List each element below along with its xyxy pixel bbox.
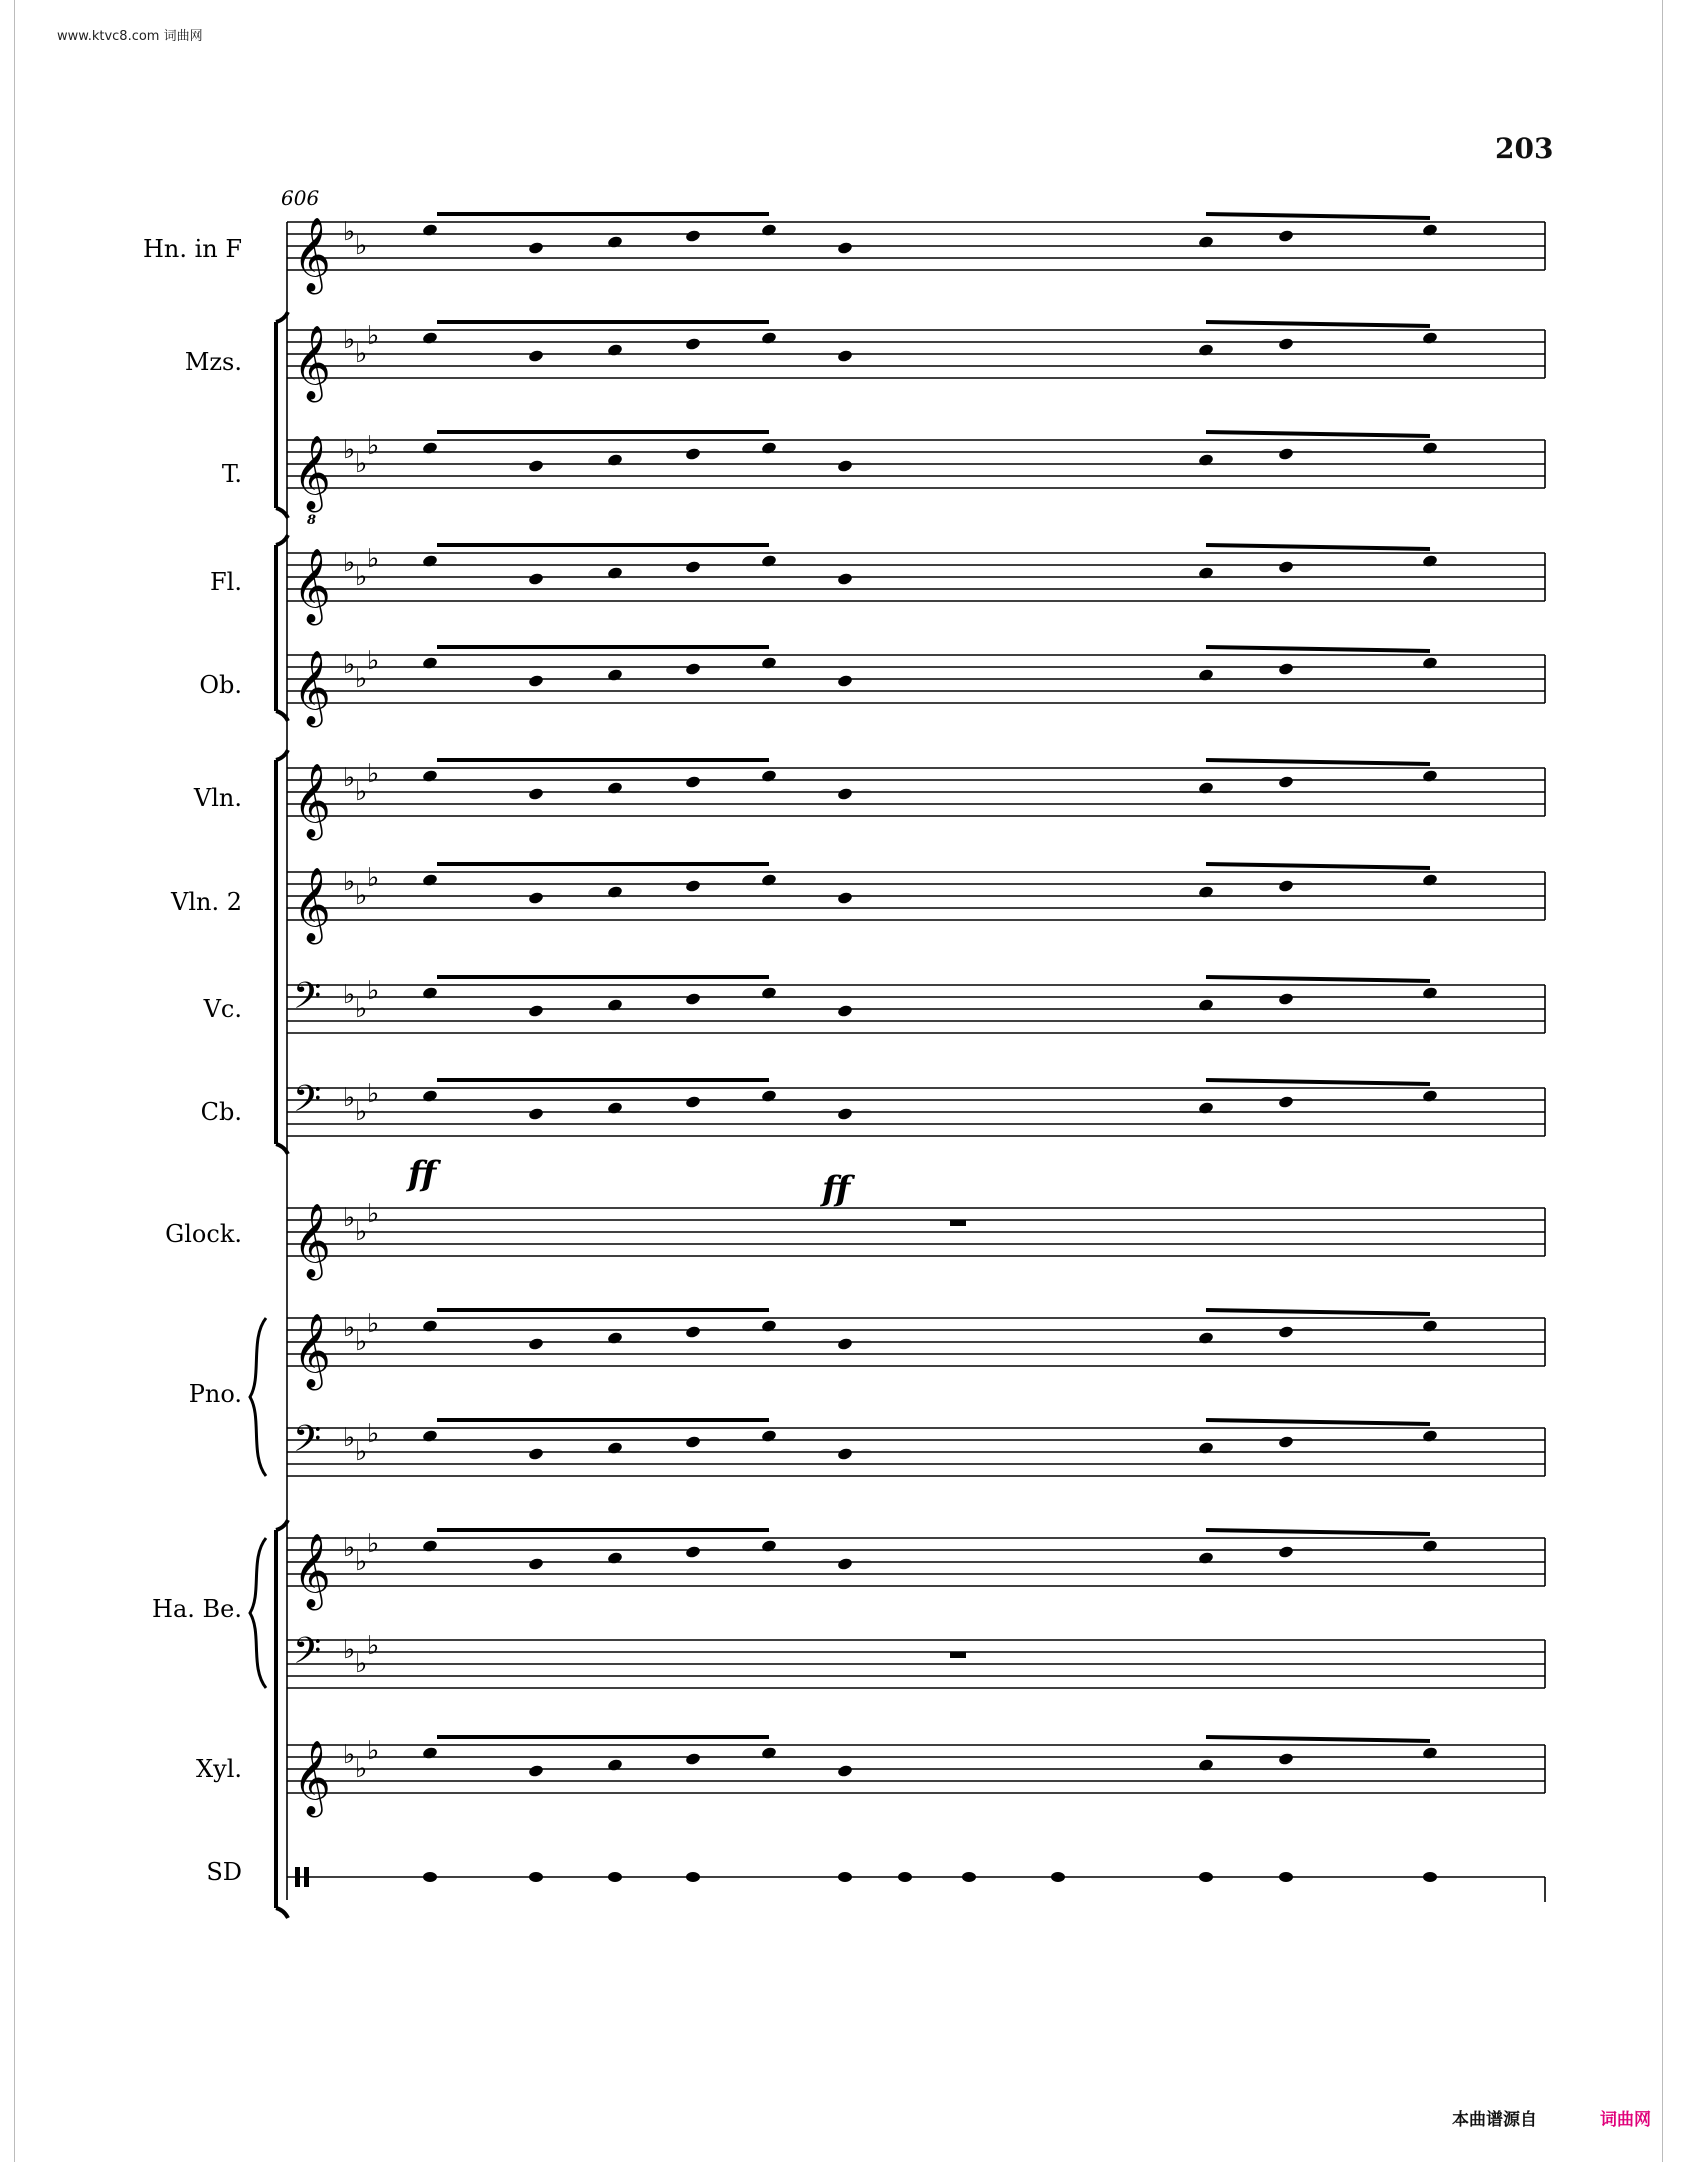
note-head: [685, 1325, 702, 1339]
note-head: [528, 1447, 545, 1461]
note-head: [607, 885, 624, 899]
note-head: [1278, 1095, 1295, 1109]
note-head: [422, 331, 439, 345]
flat-icon: ♭: [367, 1529, 380, 1559]
percussion-note: [1051, 1872, 1065, 1882]
note-head: [1422, 873, 1439, 887]
note-head: [1198, 1101, 1215, 1115]
flat-icon: ♭: [355, 1547, 368, 1577]
note-head: [422, 441, 439, 455]
note-head: [607, 566, 624, 580]
note-head: [422, 656, 439, 670]
note-head: [607, 343, 624, 357]
note-head: [685, 337, 702, 351]
note-head: [1422, 554, 1439, 568]
flat-icon: ♭: [343, 435, 356, 465]
note-head: [761, 223, 778, 237]
grand-staff-brace: [250, 1318, 266, 1476]
note-head: [607, 781, 624, 795]
percussion-clef-bar: [304, 1867, 309, 1887]
note-head: [1422, 769, 1439, 783]
note-head: [837, 459, 854, 473]
grand-staff-brace: [250, 1538, 266, 1688]
note-head: [1422, 441, 1439, 455]
percussion-note: [1423, 1872, 1437, 1882]
note-head: [528, 241, 545, 255]
note-head: [685, 1095, 702, 1109]
note-head: [1422, 986, 1439, 1000]
instrument-label: Xyl.: [196, 1755, 242, 1783]
site-url[interactable]: www.ktvc8.com 词曲网: [57, 29, 203, 44]
flat-icon: ♭: [355, 881, 368, 911]
note-head: [528, 459, 545, 473]
note-head: [761, 1746, 778, 1760]
note-head: [1198, 1441, 1215, 1455]
note-head: [1278, 662, 1295, 676]
flat-icon: ♭: [367, 431, 380, 461]
instrument-label: Mzs.: [184, 348, 242, 376]
note-head: [685, 1435, 702, 1449]
note-head: [685, 775, 702, 789]
note-head: [837, 1557, 854, 1571]
flat-icon: ♭: [355, 1097, 368, 1127]
flat-icon: ♭: [355, 339, 368, 369]
flat-icon: ♭: [367, 1419, 380, 1449]
note-head: [1422, 1429, 1439, 1443]
dynamic-marking: ff: [822, 1169, 851, 1209]
treble-clef-icon: 𝄞: [293, 1741, 331, 1815]
percussion-note: [1279, 1872, 1293, 1882]
beam: [1206, 1080, 1430, 1084]
instrument-label: Cb.: [200, 1098, 242, 1126]
flat-icon: ♭: [343, 1313, 356, 1343]
instrument-label: Ob.: [199, 671, 242, 699]
flat-icon: ♭: [367, 759, 380, 789]
note-head: [1278, 560, 1295, 574]
note-head: [528, 891, 545, 905]
beam: [1206, 432, 1430, 436]
note-head: [528, 674, 545, 688]
note-head: [761, 986, 778, 1000]
note-head: [685, 992, 702, 1006]
note-head: [528, 787, 545, 801]
beam: [1206, 760, 1430, 764]
bass-clef-icon: 𝄢: [293, 1078, 322, 1129]
note-head: [422, 986, 439, 1000]
note-head: [837, 787, 854, 801]
instrument-label: Vln. 2: [171, 888, 242, 916]
note-head: [685, 1752, 702, 1766]
note-head: [761, 331, 778, 345]
flat-icon: ♭: [367, 1309, 380, 1339]
percussion-note: [962, 1872, 976, 1882]
octave-mark: 8: [307, 513, 317, 528]
flat-icon: ♭: [355, 1649, 368, 1679]
note-head: [607, 235, 624, 249]
percussion-note: [838, 1872, 852, 1882]
instrument-label: SD: [206, 1858, 242, 1886]
instrument-label: Fl.: [210, 568, 242, 596]
flat-icon: ♭: [343, 650, 356, 680]
note-head: [1198, 885, 1215, 899]
instrument-label: Pno.: [188, 1380, 242, 1408]
note-head: [1278, 1545, 1295, 1559]
flat-icon: ♭: [343, 1635, 356, 1665]
percussion-note: [608, 1872, 622, 1882]
note-head: [1198, 1551, 1215, 1565]
treble-clef-icon: 𝄞: [293, 1314, 331, 1388]
note-head: [607, 1758, 624, 1772]
note-head: [422, 769, 439, 783]
note-head: [607, 1551, 624, 1565]
flat-icon: ♭: [367, 976, 380, 1006]
flat-icon: ♭: [367, 321, 380, 351]
note-head: [685, 560, 702, 574]
flat-icon: ♭: [355, 1437, 368, 1467]
beam: [1206, 214, 1430, 218]
beam: [1206, 1310, 1430, 1314]
footer-brand[interactable]: 词曲网: [1600, 2110, 1651, 2130]
note-head: [837, 241, 854, 255]
bass-clef-icon: 𝄢: [293, 975, 322, 1026]
beam: [1206, 647, 1430, 651]
note-head: [685, 229, 702, 243]
treble-clef-icon: 𝄞: [293, 549, 331, 623]
note-head: [1278, 879, 1295, 893]
percussion-clef-bar: [295, 1867, 300, 1887]
flat-icon: ♭: [355, 1327, 368, 1357]
note-head: [607, 1331, 624, 1345]
note-head: [761, 656, 778, 670]
beam: [1206, 977, 1430, 981]
flat-icon: ♭: [367, 1736, 380, 1766]
note-head: [837, 572, 854, 586]
note-head: [761, 554, 778, 568]
flat-icon: ♭: [355, 449, 368, 479]
note-head: [607, 453, 624, 467]
note-head: [607, 668, 624, 682]
note-head: [837, 1107, 854, 1121]
note-head: [761, 873, 778, 887]
beam: [1206, 322, 1430, 326]
note-head: [1198, 998, 1215, 1012]
percussion-note: [686, 1872, 700, 1882]
treble-clef-icon: 𝄞: [293, 764, 331, 838]
note-head: [1198, 781, 1215, 795]
instrument-label: Hn. in F: [142, 235, 242, 263]
note-head: [422, 1089, 439, 1103]
beam: [1206, 1737, 1430, 1741]
note-head: [528, 1557, 545, 1571]
bass-clef-icon: 𝄢: [293, 1418, 322, 1469]
beam: [1206, 1420, 1430, 1424]
beam: [1206, 864, 1430, 868]
instrument-label: Vln.: [193, 784, 242, 812]
flat-icon: ♭: [343, 325, 356, 355]
note-head: [528, 572, 545, 586]
note-head: [607, 1441, 624, 1455]
flat-icon: ♭: [343, 1083, 356, 1113]
note-head: [422, 873, 439, 887]
note-head: [422, 1746, 439, 1760]
flat-icon: ♭: [343, 980, 356, 1010]
flat-icon: ♭: [343, 867, 356, 897]
note-head: [685, 447, 702, 461]
note-head: [1198, 1331, 1215, 1345]
instrument-label: Glock.: [165, 1220, 242, 1248]
percussion-note: [1199, 1872, 1213, 1882]
note-head: [1422, 1089, 1439, 1103]
note-head: [528, 1004, 545, 1018]
page-number: 203: [1495, 132, 1554, 165]
flat-icon: ♭: [367, 863, 380, 893]
whole-rest: [950, 1652, 966, 1658]
note-head: [422, 1539, 439, 1553]
flat-icon: ♭: [367, 646, 380, 676]
note-head: [1422, 656, 1439, 670]
note-head: [1198, 1758, 1215, 1772]
note-head: [685, 879, 702, 893]
note-head: [1278, 337, 1295, 351]
note-head: [422, 1319, 439, 1333]
flat-icon: ♭: [343, 548, 356, 578]
note-head: [607, 1101, 624, 1115]
note-head: [761, 769, 778, 783]
flat-icon: ♭: [343, 1740, 356, 1770]
note-head: [1278, 1325, 1295, 1339]
flat-icon: ♭: [367, 544, 380, 574]
note-head: [1278, 992, 1295, 1006]
flat-icon: ♭: [355, 664, 368, 694]
note-head: [837, 1447, 854, 1461]
note-head: [837, 1004, 854, 1018]
note-head: [685, 662, 702, 676]
note-head: [528, 349, 545, 363]
note-head: [837, 349, 854, 363]
note-head: [1278, 447, 1295, 461]
note-head: [528, 1107, 545, 1121]
flat-icon: ♭: [343, 1533, 356, 1563]
note-head: [761, 1319, 778, 1333]
beam: [1206, 545, 1430, 549]
note-head: [1422, 1539, 1439, 1553]
note-head: [1278, 775, 1295, 789]
flat-icon: ♭: [343, 217, 356, 247]
flat-icon: ♭: [367, 1199, 380, 1229]
treble-clef-icon: 𝄞: [293, 326, 331, 400]
note-head: [761, 1539, 778, 1553]
note-head: [528, 1764, 545, 1778]
flat-icon: ♭: [367, 1079, 380, 1109]
note-head: [1198, 343, 1215, 357]
instrument-label: T.: [221, 460, 242, 488]
note-head: [1198, 668, 1215, 682]
note-head: [1422, 331, 1439, 345]
footer-source-text: 本曲谱源自: [1452, 2110, 1537, 2130]
note-head: [1198, 566, 1215, 580]
beam: [1206, 1530, 1430, 1534]
note-head: [607, 998, 624, 1012]
treble-clef-icon: 𝄞: [293, 1204, 331, 1278]
flat-icon: ♭: [343, 1203, 356, 1233]
instrument-label: Vc.: [203, 995, 242, 1023]
flat-icon: ♭: [367, 1631, 380, 1661]
treble-clef-icon: 𝄞: [293, 651, 331, 725]
note-head: [837, 891, 854, 905]
note-head: [1198, 453, 1215, 467]
flat-icon: ♭: [355, 562, 368, 592]
percussion-note: [423, 1872, 437, 1882]
instrument-label: Ha. Be.: [152, 1595, 242, 1623]
flat-icon: ♭: [355, 1217, 368, 1247]
percussion-note: [529, 1872, 543, 1882]
bass-clef-icon: 𝄢: [293, 1630, 322, 1681]
flat-icon: ♭: [355, 777, 368, 807]
note-head: [685, 1545, 702, 1559]
flat-icon: ♭: [343, 763, 356, 793]
note-head: [1278, 229, 1295, 243]
note-head: [837, 1337, 854, 1351]
treble-clef-icon: 𝄞: [293, 1534, 331, 1608]
note-head: [761, 1089, 778, 1103]
treble-clef-icon: 𝄞: [293, 436, 331, 510]
note-head: [761, 441, 778, 455]
note-head: [1278, 1752, 1295, 1766]
note-head: [1198, 235, 1215, 249]
note-head: [761, 1429, 778, 1443]
note-head: [1278, 1435, 1295, 1449]
flat-icon: ♭: [355, 994, 368, 1024]
note-head: [528, 1337, 545, 1351]
note-head: [837, 1764, 854, 1778]
note-head: [422, 1429, 439, 1443]
whole-rest: [950, 1220, 966, 1226]
treble-clef-icon: 𝄞: [293, 868, 331, 942]
measure-number: 606: [281, 186, 320, 210]
note-head: [1422, 223, 1439, 237]
flat-icon: ♭: [355, 231, 368, 261]
note-head: [1422, 1746, 1439, 1760]
dynamic-marking: ff: [408, 1154, 437, 1194]
percussion-note: [898, 1872, 912, 1882]
note-head: [422, 223, 439, 237]
note-head: [837, 674, 854, 688]
treble-clef-icon: 𝄞: [293, 218, 331, 292]
note-head: [1422, 1319, 1439, 1333]
flat-icon: ♭: [355, 1754, 368, 1784]
note-head: [422, 554, 439, 568]
flat-icon: ♭: [343, 1423, 356, 1453]
